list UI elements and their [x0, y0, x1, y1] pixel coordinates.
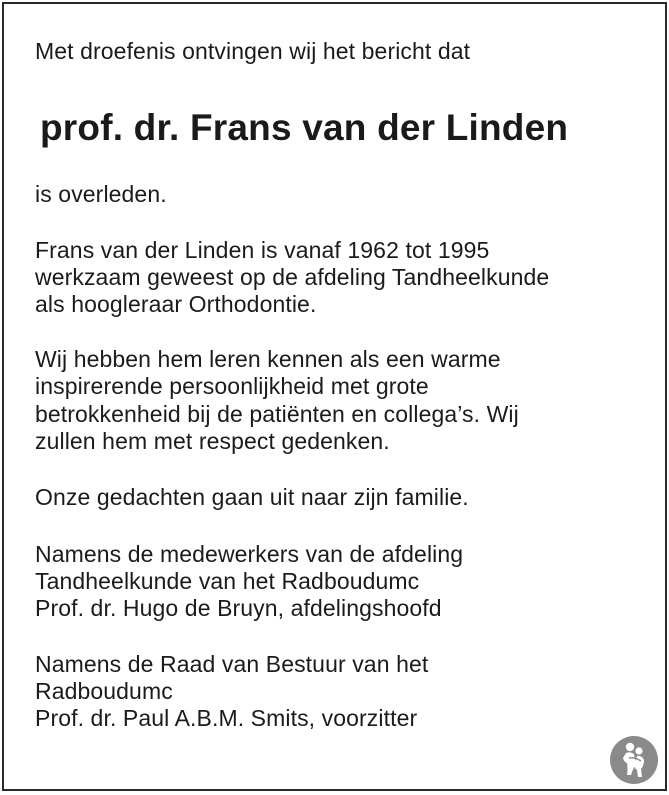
- signature-line: Namens de Raad van Bestuur van het: [35, 651, 429, 677]
- career-line: werkzaam geweest op de afdeling Tandheelkunde: [35, 264, 550, 290]
- career-line: Frans van der Linden is vanaf 1962 tot 1995: [35, 237, 490, 263]
- career-line: als hoogleraar Orthodontie.: [35, 291, 317, 317]
- embracing-figures-icon: [609, 735, 659, 785]
- intro-text: Met droefenis ontvingen wij het bericht dat: [35, 38, 471, 64]
- tribute-line: zullen hem met respect gedenken.: [35, 428, 390, 454]
- deceased-text: is overleden.: [35, 181, 167, 207]
- deceased-name: prof. dr. Frans van der Linden: [40, 107, 569, 148]
- notice-border-right: [665, 2, 667, 791]
- tribute-line: betrokkenheid bij de patiënten en collega’s. Wij: [35, 401, 519, 427]
- tribute-line: inspirerende persoonlijkheid met grote: [35, 373, 429, 399]
- signature-line: Tandheelkunde van het Radboudumc: [35, 568, 420, 594]
- thoughts-text: Onze gedachten gaan uit naar zijn familie.: [35, 484, 469, 510]
- signature-line: Prof. dr. Paul A.B.M. Smits, voorzitter: [35, 705, 418, 731]
- signature-line: Namens de medewerkers van de afdeling: [35, 541, 464, 567]
- signature-line: Radboudumc: [35, 678, 173, 704]
- signature-line: Prof. dr. Hugo de Bruyn, afdelingshoofd: [35, 595, 442, 621]
- tribute-line: Wij hebben hem leren kennen als een warme: [35, 346, 501, 372]
